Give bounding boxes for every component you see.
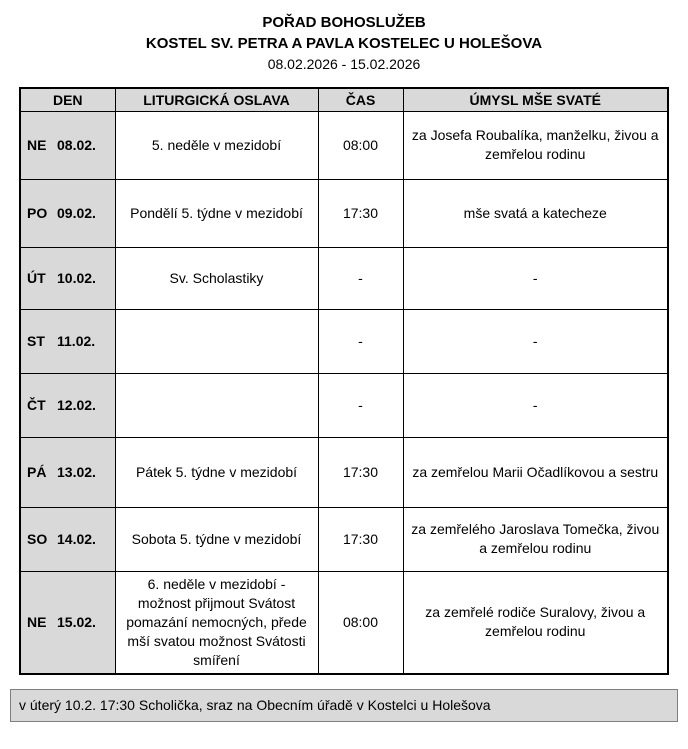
date-range: 08.02.2026 - 15.02.2026 — [267, 56, 421, 72]
day-abbr: ST — [27, 333, 45, 349]
table-row — [20, 507, 668, 571]
intention-cell: - — [403, 309, 668, 373]
table-row — [20, 309, 668, 373]
table-header-row — [20, 88, 668, 111]
intention-cell: - — [403, 373, 668, 437]
intention-cell: mše svatá a katecheze — [403, 179, 668, 247]
celebration-cell: 6. neděle v mezidobí - možnost přijmout Svátost pomazání nemocných, přede mší svatou možnost Svátosti smíření — [115, 571, 318, 674]
time-cell: 08:00 — [318, 571, 403, 674]
day-abbr: ČT — [27, 397, 46, 413]
column-header-den: DEN — [20, 88, 115, 111]
intention-cell: za zemřelého Jaroslava Tomečka, živou a zemřelou rodinu — [403, 507, 668, 571]
day-cell — [20, 247, 115, 309]
intention-cell: za zemřelou Marii Očadlíkovou a sestru — [403, 437, 668, 507]
day-date: 10.02. — [57, 270, 96, 286]
day-date: 08.02. — [57, 137, 96, 153]
table-row — [20, 111, 668, 179]
column-header-cas: ČAS — [318, 88, 403, 111]
footer-note-text: v úterý 10.2. 17:30 Scholička, sraz na Obecním úřadě v Kostelci u Holešova — [19, 697, 491, 713]
column-header-umysl: ÚMYSL MŠE SVATÉ — [403, 88, 668, 111]
time-cell: 08:00 — [318, 111, 403, 179]
day-date: 12.02. — [57, 397, 96, 413]
celebration-cell — [115, 373, 318, 437]
table-row — [20, 179, 668, 247]
day-abbr: PÁ — [27, 464, 47, 480]
celebration-cell: Sv. Scholastiky — [115, 247, 318, 309]
day-abbr: NE — [27, 614, 47, 630]
day-cell — [20, 571, 115, 674]
time-cell: 17:30 — [318, 179, 403, 247]
celebration-cell: Pondělí 5. týdne v mezidobí — [115, 179, 318, 247]
footer-note — [10, 689, 678, 722]
day-cell — [20, 437, 115, 507]
day-abbr: ÚT — [27, 270, 46, 286]
intention-cell: za zemřelé rodiče Suralovy, živou a zemřelou rodinu — [403, 571, 668, 674]
day-date: 13.02. — [57, 464, 96, 480]
day-cell — [20, 111, 115, 179]
day-abbr: PO — [27, 205, 48, 221]
column-header-liturgicka-oslava: LITURGICKÁ OSLAVA — [115, 88, 318, 111]
day-cell — [20, 373, 115, 437]
day-cell — [20, 179, 115, 247]
document-header — [0, 0, 688, 75]
time-cell: - — [318, 309, 403, 373]
time-cell: - — [318, 247, 403, 309]
intention-cell: za Josefa Roubalíka, manželku, živou a zemřelou rodinu — [403, 111, 668, 179]
day-abbr: SO — [27, 531, 48, 547]
table-row — [20, 437, 668, 507]
day-date: 15.02. — [57, 614, 96, 630]
celebration-cell: Pátek 5. týdne v mezidobí — [115, 437, 318, 507]
day-date: 11.02. — [57, 333, 96, 349]
table-row — [20, 247, 668, 309]
celebration-cell — [115, 309, 318, 373]
day-cell — [20, 507, 115, 571]
celebration-cell: 5. neděle v mezidobí — [115, 111, 318, 179]
day-abbr: NE — [27, 137, 47, 153]
celebration-cell: Sobota 5. týdne v mezidobí — [115, 507, 318, 571]
page-title: POŘAD BOHOSLUŽEB — [262, 14, 426, 31]
time-cell: 17:30 — [318, 437, 403, 507]
schedule-table — [19, 87, 669, 675]
day-date: 09.02. — [57, 205, 96, 221]
table-row — [20, 571, 668, 674]
time-cell: - — [318, 373, 403, 437]
day-date: 14.02. — [57, 531, 96, 547]
day-cell — [20, 309, 115, 373]
table-row — [20, 373, 668, 437]
page-subtitle: KOSTEL SV. PETRA A PAVLA KOSTELEC U HOLEŠOVA — [145, 35, 543, 52]
intention-cell: - — [403, 247, 668, 309]
time-cell: 17:30 — [318, 507, 403, 571]
